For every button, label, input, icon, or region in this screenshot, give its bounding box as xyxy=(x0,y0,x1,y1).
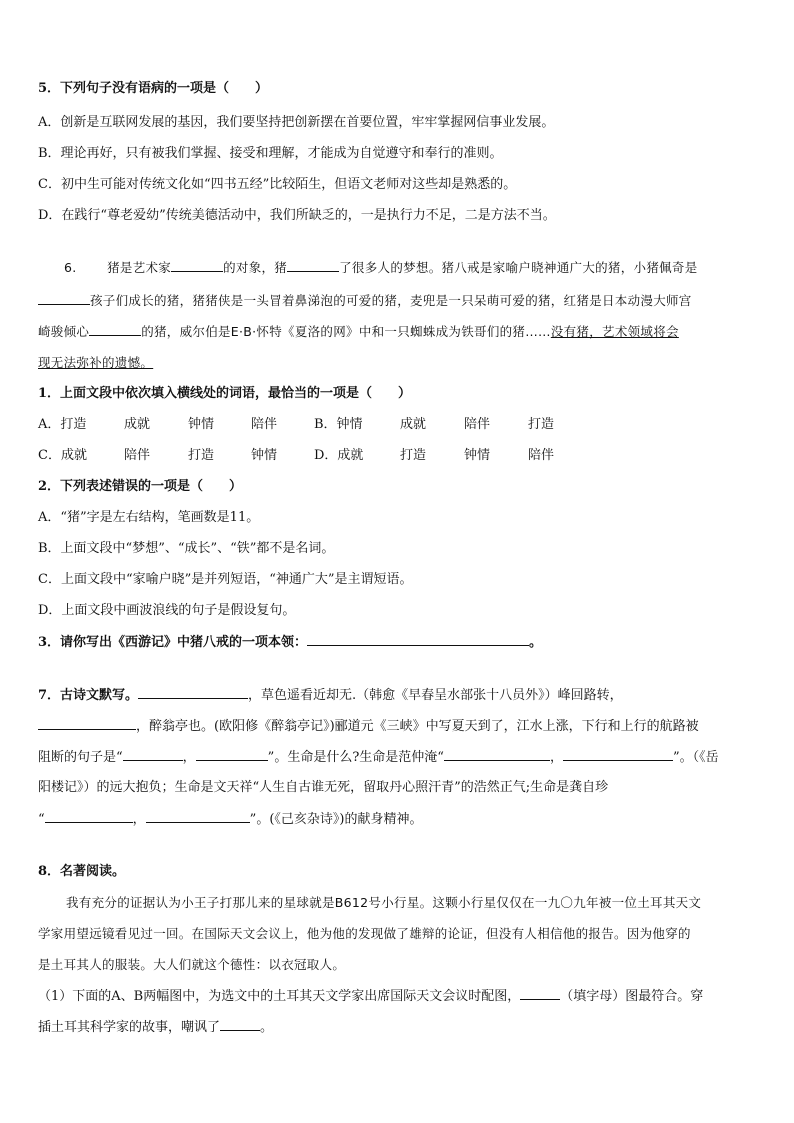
q7-line-5: “ ， ”。(《己亥杂诗》)的献身精神。 xyxy=(38,812,423,827)
q6-sub1-stem: 1．上面文段中依次填入横线处的词语，最恰当的一项是（ ） xyxy=(38,386,412,401)
q6-passage-line-2: 孩子们成长的猪，猪猪侠是一头冒着鼻涕泡的可爱的猪，麦兜是一只呆萌可爱的猪，红猪是日本动漫大师宫 xyxy=(38,292,692,310)
q8-passage-line-1: 我有充分的证据认为小王子打那儿来的星球就是B612号小行星。这颗小行星仅仅在一九〇九年被一位土耳其天文 xyxy=(66,895,702,910)
q7-line-2: ，醉翁亭也。(欧阳修《醉翁亭记》)郦道元《三峡》中写夏天到了，江水上涨，下行和上行的航路被 xyxy=(38,717,699,736)
q7-line-4: 阳楼记》）的远大抱负；生命是文天祥“人生自古谁无死，留取丹心照汗青”的浩然正气;生命是龚自珍 xyxy=(38,780,609,795)
q6-sub1-option-d-word-2: 打造 xyxy=(400,448,427,463)
q6-blank-3[interactable] xyxy=(38,292,90,305)
q7-line-1: 7．古诗文默写。 ，草色遥看近却无.（韩愈《早春呈水部张十八员外》）峰回路转， xyxy=(38,688,623,703)
q6-sub2-option-d[interactable]: D．上面文段中画波浪线的句子是假设复句。 xyxy=(38,603,296,618)
q6-sub1-option-a-word-3: 钟情 xyxy=(188,417,215,432)
q7-blank-1[interactable] xyxy=(138,686,248,699)
q5-option-c[interactable]: C．初中生可能对传统文化如“四书五经”比较陌生，但语文老师对这些却是熟悉的。 xyxy=(38,177,517,192)
q6-sub1-option-b-word-2: 成就 xyxy=(400,417,427,432)
q6-sub1-option-d-word-4: 陪伴 xyxy=(528,448,555,463)
q6-sub3-line: 3．请你写出《西游记》中猪八戒的一项本领： 。 xyxy=(38,635,543,650)
q6-passage-line-4: 现无法弥补的遗憾。 xyxy=(38,355,154,370)
q6-sub1-option-b-word-4: 打造 xyxy=(528,417,555,432)
q6-sub2-option-c[interactable]: C．上面文段中“家喻户晓”是并列短语，“神通广大”是主谓短语。 xyxy=(38,572,413,587)
q7-blank-6[interactable] xyxy=(563,748,673,761)
q6-passage-line-3: 崎骏倾心 的猪，威尔伯是E·B·怀特《夏洛的网》中和一只蜘蛛成为铁哥们的猪……没有猪，艺术领域将会 xyxy=(38,324,679,339)
q8-title: 8．名著阅读。 xyxy=(38,864,126,879)
q7-blank-3[interactable] xyxy=(123,748,183,761)
q7-blank-8[interactable] xyxy=(146,810,250,823)
q6-sub1-option-b[interactable]: B．钟情 xyxy=(314,417,363,432)
q6-blank-1[interactable] xyxy=(171,259,223,272)
q6-wavy-sentence: 没有猪，艺术领域将会 xyxy=(550,324,679,339)
q6-sub1-option-c-word-2: 陪伴 xyxy=(124,448,151,463)
q6-number: 6. xyxy=(64,260,77,275)
q6-sub1-option-b-word-3: 陪伴 xyxy=(464,417,491,432)
q5-stem: 5．下列句子没有语病的一项是（ ） xyxy=(38,81,269,96)
q6-sub1-option-c[interactable]: C．成就 xyxy=(38,448,87,463)
q8-passage-line-2: 学家用望远镜看见过一回。在国际天文会议上，他为他的发现做了雄辩的论证，但没有人相信他的报告。因为他穿的 xyxy=(38,926,691,941)
q8-passage-line-3: 是土耳其人的服装。大人们就这个德性：以衣冠取人。 xyxy=(38,957,346,972)
q6-sub2-stem: 2．下列表述错误的一项是（ ） xyxy=(38,479,243,494)
q8-blank-1[interactable] xyxy=(520,987,560,1000)
q7-blank-7[interactable] xyxy=(45,810,133,823)
q6-sub1-option-d[interactable]: D．成就 xyxy=(314,448,364,463)
q5-option-d[interactable]: D．在践行“尊老爱幼”传统美德活动中，我们所缺乏的，一是执行力不足，二是方法不当。 xyxy=(38,208,556,223)
q5-option-b[interactable]: B．理论再好，只有被我们掌握、接受和理解，才能成为自觉遵守和奉行的准则。 xyxy=(38,146,503,161)
q6-sub1-option-a[interactable]: A．打造 xyxy=(38,417,87,432)
q6-sub1-option-a-word-4: 陪伴 xyxy=(251,417,278,432)
q7-blank-4[interactable] xyxy=(196,748,268,761)
q6-sub1-option-a-word-2: 成就 xyxy=(124,417,151,432)
q6-sub1-option-d-word-3: 钟情 xyxy=(464,448,491,463)
q6-sub2-option-a[interactable]: A．“猪”字是左右结构，笔画数是11。 xyxy=(38,510,260,525)
q6-sub3-answer-blank[interactable] xyxy=(307,633,529,646)
q7-blank-5[interactable] xyxy=(444,748,550,761)
q6-passage-line-1: 6. 猪是艺术家 的对象，猪 了很多人的梦想。猪八戒是家喻户晓神通广大的猪，小猪佩奇是 xyxy=(64,260,698,275)
q5-option-a[interactable]: A．创新是互联网发展的基因，我们要坚持把创新摆在首要位置，牢牢掌握网信事业发展。 xyxy=(38,115,555,130)
q6-blank-2[interactable] xyxy=(287,259,339,272)
q8-sub1-line-2: 插土耳其科学家的故事，嘲讽了 。 xyxy=(38,1020,274,1035)
q7-stem: 7．古诗文默写。 xyxy=(38,688,139,703)
q7-blank-2[interactable] xyxy=(38,717,136,730)
q8-sub1-line-1: （1）下面的A、B两幅图中，为选文中的土耳其天文学家出席国际天文会议时配图， （填字母）图最符合。穿 xyxy=(38,989,704,1004)
q7-line-3: 阻断的句子是“ ， ”。生命是什么?生命是范仲淹“ ， ”。（《岳 xyxy=(38,750,719,765)
q6-blank-4[interactable] xyxy=(89,323,141,336)
q6-sub3-stem: 3．请你写出《西游记》中猪八戒的一项本领： xyxy=(38,635,308,650)
q6-sub1-option-c-word-3: 打造 xyxy=(188,448,215,463)
q6-sub2-option-b[interactable]: B．上面文段中“梦想”、“成长”、“铁”都不是名词。 xyxy=(38,541,335,556)
q8-blank-2[interactable] xyxy=(220,1018,260,1031)
q6-sub1-option-c-word-4: 钟情 xyxy=(251,448,278,463)
